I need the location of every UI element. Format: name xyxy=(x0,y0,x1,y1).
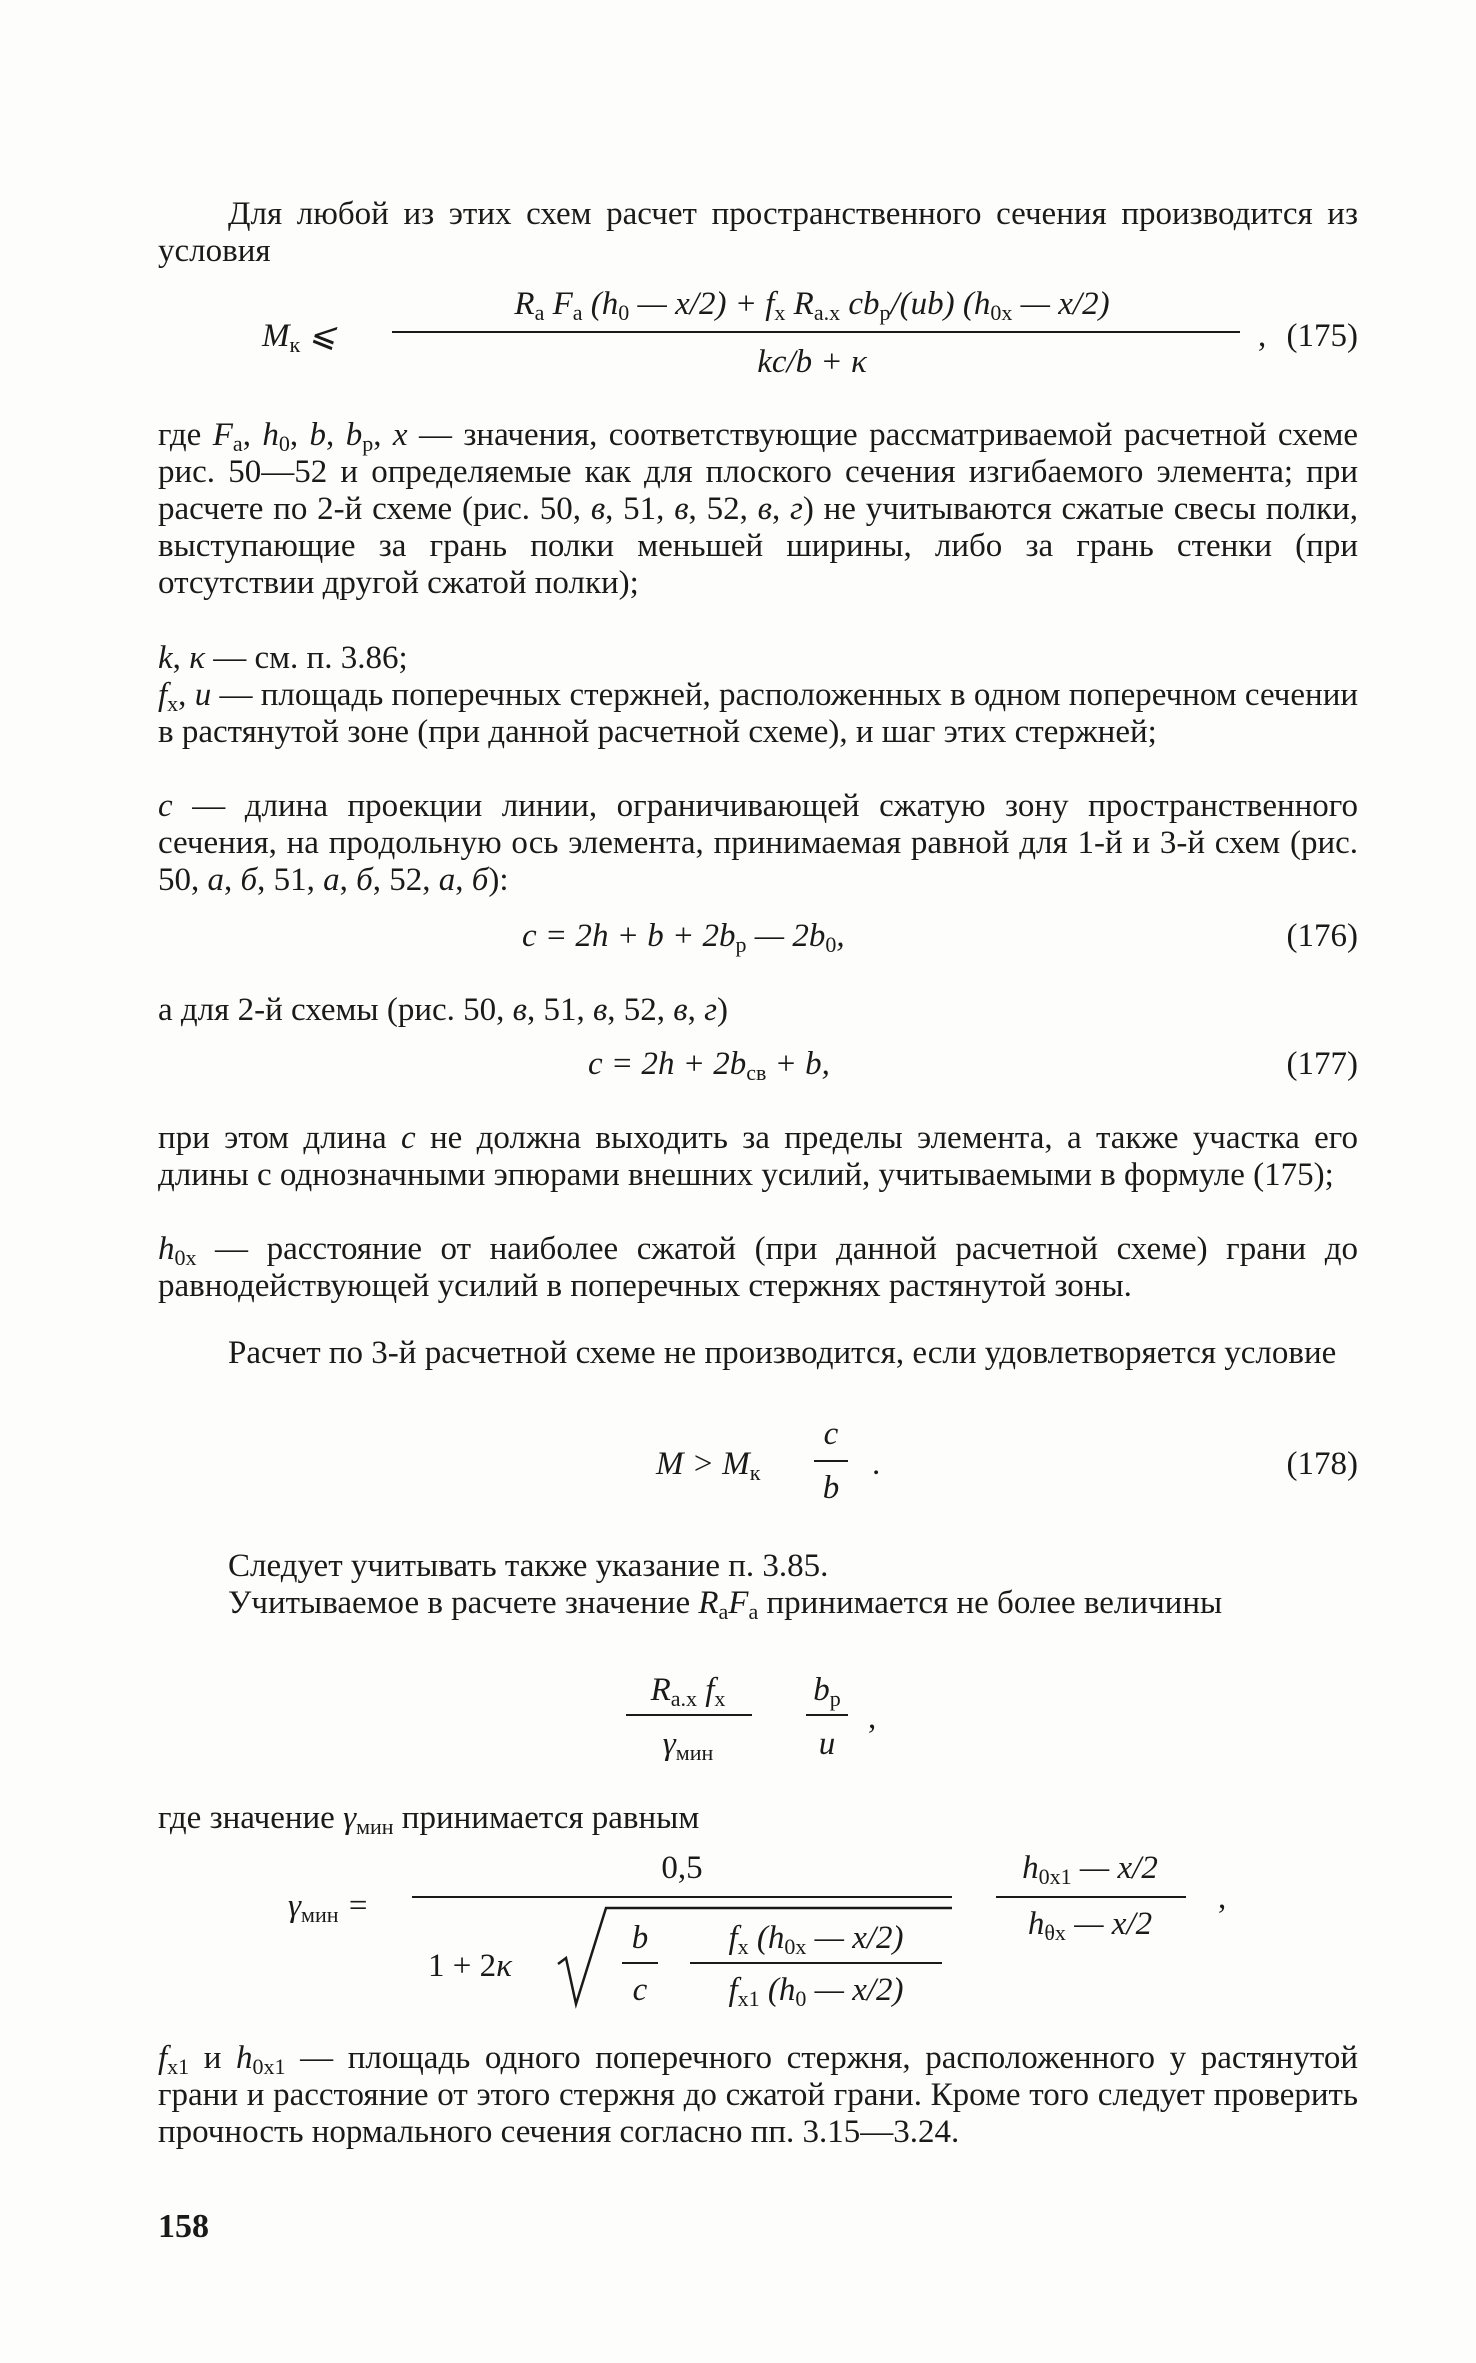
gamma-right-denominator: $h_{\theta х}$ — x/2 xyxy=(1027,1906,1153,1945)
gamma-main-bar xyxy=(412,1896,952,1898)
eq175-denominator: kc/b + κ xyxy=(757,344,867,380)
eq177-number: (177) xyxy=(1286,1046,1358,1082)
gamma-intro-line: где значение $\gamma_{мин}$ принимается равным xyxy=(158,1800,700,1839)
k-kappa-line: k, κ — см. п. 3.86; xyxy=(158,640,408,676)
gamma-sqrt-num1: b xyxy=(631,1920,649,1956)
gamma-sqrt-bar1 xyxy=(622,1962,658,1964)
gamma-den-prefix: 1 + 2κ xyxy=(428,1948,512,1984)
where-paragraph: где $F_а$, $h_0$, b, $b_р$, x — значения, соответствующие рассматриваемой расчетной схеме рис. 50—52 и определяемые как для плоского сечения изгибаемого элемента; при расчете по 2-й схеме (рис. 50, в, 51, в, 52, в, г) не учитываются сжатые свесы полки, выступающие за грань полки меньшей ширины, либо за грань стенки (при отсутствии другой сжатой полки); xyxy=(158,417,1359,601)
fx1-definition-paragraph: $f_{х1}$ и $h_{0х1}$ — площадь одного поперечного стержня, расположенного у растянутой грани и расстояние от этого стержня до сжатой грани. Кроме того следует проверить прочность нормального сечения согласно пп. 3.15—3.24. xyxy=(158,2040,1358,2150)
c-limit-paragraph: при этом длина c не должна выходить за пределы элемента, а также участка его длины с однозначными эпюрами внешних усилий, учитываемыми в формуле (175); xyxy=(158,1120,1358,1193)
gamma-right-bar xyxy=(996,1896,1186,1898)
eq177-body: $c = 2h + 2b_{св} + b$, xyxy=(588,1046,830,1085)
eq178-fraction-bar xyxy=(814,1460,848,1462)
eq175-fraction-bar xyxy=(392,331,1240,333)
fx-u-paragraph: $f_х$, u — площадь поперечных стержней, расположенных в одном поперечном сечении в растянутой зоне (при данной расчетной схеме), и шаг этих стержней; xyxy=(158,677,1359,750)
eq175-numerator: $R_а$ $F_а$ ($h_0$ — $x/2) + f_х$ $R_{а.х}$ $cb_р/(ub)$ ($h_{0х}$ — x/2) xyxy=(514,286,1110,325)
limit-den1: $\gamma_{мин}$ xyxy=(662,1726,714,1765)
eq178-numerator: c xyxy=(823,1416,839,1452)
limit-den2: u xyxy=(818,1726,836,1762)
gamma-sqrt-num2: $f_х$ ($h_{0х}$ — x/2) xyxy=(728,1920,904,1959)
rafa-paragraph: Учитываемое в расчете значение $R_аF_а$ принимается не более величины xyxy=(228,1585,1223,1624)
scheme3-paragraph: Расчет по 3-й расчетной схеме не производится, если удовлетворяется условие xyxy=(228,1335,1337,1371)
page-number: 158 xyxy=(158,2208,209,2245)
eq178-denominator: b xyxy=(822,1470,840,1506)
eq175-lhs: $M_к$ ⩽ xyxy=(262,318,337,357)
eq178-lhs: $M > M_к$ xyxy=(656,1446,761,1485)
limit-bar2 xyxy=(806,1714,848,1716)
gamma-sqrt-bar2 xyxy=(690,1962,942,1964)
gamma-lhs: $\gamma_{мин}$ = xyxy=(288,1888,370,1927)
limit-num2: $b_р$ xyxy=(813,1672,841,1711)
scheme2-line: а для 2-й схемы (рис. 50, в, 51, в, 52, в, г) xyxy=(158,992,728,1028)
gamma-sqrt-den1: c xyxy=(632,1972,648,2008)
see-385-line: Следует учитывать также указание п. 3.85. xyxy=(228,1548,829,1584)
eq178-number: (178) xyxy=(1286,1446,1358,1482)
eq176-number: (176) xyxy=(1286,918,1358,954)
eq175-number: (175) xyxy=(1286,318,1358,354)
c-definition-paragraph: c — длина проекции линии, ограничивающей сжатую зону пространственного сечения, на продольную ось элемента, принимаемая равной для 1-й и 3-й схем (рис. 50, а, б, 51, а, б, 52, а, б): xyxy=(158,788,1358,898)
intro-paragraph: Для любой из этих схем расчет пространственного сечения производится из условия xyxy=(158,196,1358,269)
eq176-body: $c = 2h + b + 2b_р$ — $2b_0$, xyxy=(522,918,845,957)
gamma-right-numerator: $h_{0х1}$ — x/2 xyxy=(1022,1850,1158,1889)
limit-num1: $R_{а.х}$ $f_х$ xyxy=(650,1672,726,1711)
gamma-numerator: 0,5 xyxy=(661,1850,703,1886)
h0x-definition-paragraph: $h_{0х}$ — расстояние от наиболее сжатой (при данной расчетной схеме) грани до равнодействующей усилий в поперечных стержнях растянутой зоны. xyxy=(158,1231,1358,1304)
gamma-sqrt-den2: $f_{х1}$ ($h_0$ — x/2) xyxy=(728,1972,904,2011)
limit-bar1 xyxy=(626,1714,752,1716)
book-page: Для любой из этих схем расчет пространственного сечения производится из условия $M_к$ ⩽ $R_а$ $F_а$ ($h_0$ — $x/2) + f_х$ $R_{а.х}$ $cb_р/(ub)$ ($h_{0х}$ — x/2) kc/b + κ , (175) где $F_а$, $h_0$, b, $b_р$, x — значения, соответствующие рассматриваемой расчетной схеме рис. 50—52 и определяемые как для плоского сечения изгибаемого элемента; при расчете по 2-й схеме (рис. 50, в, 51, в, 52, в, г) не учитываются сжатые свесы полки, выступающие за грань полки меньшей ширины, либо за грань стенки (при отсутствии другой сжатой полки); k, κ — см. п. 3.86; $f_х$, u — площадь поперечных стержней, расположенных в одном поперечном сечении в растянутой зоне (при данной расчетной схеме), и шаг этих стержней; c — длина проекции линии, ограничивающей сжатую зону пространственного сечения, на продольную ось элемента, принимаемая равной для 1-й и 3-й схем (рис. 50, а, б, 51, а, б, 52, а, б): $c = 2h + b + 2b_р$ — $2b_0$, (176) а для 2-й схемы (рис. 50, в, 51, в, 52, в, г) $c = 2h + 2b_{св} + b$, (177) при этом длина c не должна выходить за пределы элемента, а также участка его длины с однозначными эпюрами внешних усилий, учитываемыми в формуле (175); $h_{0х}$ — расстояние от наиболее сжатой (при данной расчетной схеме) грани до равнодействующей усилий в поперечных стержнях растянутой зоны. Расчет по 3-й расчетной схеме не производится, если удовлетворяется условие $M > M_к$ c b . (178) Следует учитывать также указание п. 3.85. Учитываемое в расчете значение $R_аF_а$ принимается не более величины $R_{а.х}$ $f_х$ $\gamma_{мин}$ $b_р$ u , где значение $\gamma_{мин}$ принимается равным $\gamma_{мин}$ = 0,5 1 + 2κ b c $f_х$ ($h_{0х}$ — x/2) $f_{х1}$ ($h_0$ — x/2) $h_{0х1}$ — x/2 $h_{\theta х}$ — x/2 , $f_{х1}$ и $h_{0х1}$ — площадь одного поперечного стержня, расположенного у растянутой грани и расстояние от этого стержня до сжатой грани. Кроме того следует проверить прочность нормального сечения согласно пп. 3.15—3.24. 158 xyxy=(0,0,1476,2363)
